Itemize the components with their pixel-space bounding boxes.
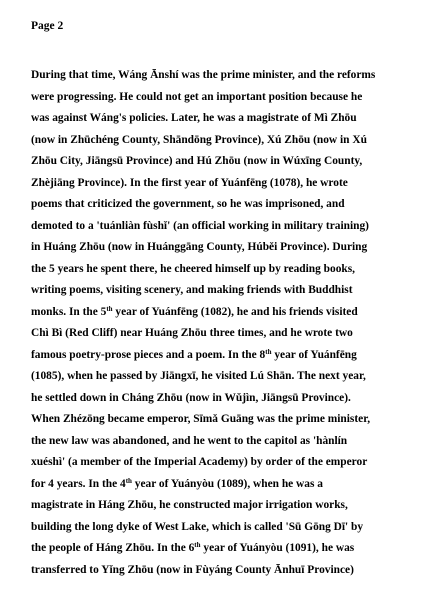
text-line: writing poems, visiting scenery, and making friends with Buddhist [31,284,353,296]
ordinal-superscript: th [265,347,272,356]
text-line: magistrate in Háng Zhōu, he constructed major irrigation works, [31,499,348,511]
text-line: the new law was abandoned, and he went to the capitol as 'hànlín [31,434,348,447]
text-line: Zhèjiāng Province). In the first year of Yuánfēng (1078), he wrote [31,176,348,189]
page-number: Page 2 [31,20,64,32]
text-line: demoted to a 'tuánliàn fùshǐ' (an official working in military training) [31,219,369,232]
text-line: transferred to Yǐng Zhōu (now in Fùyáng County Ānhuī Province) [31,563,354,576]
text-line: famous poetry-prose pieces and a poem. In the 8th year of Yuánfēng [31,347,357,361]
ordinal-superscript: th [194,541,201,549]
text-line: xuéshì' (a member of the Imperial Academy) by order of the emperor [31,456,368,468]
body-text [31,65,425,581]
text-line: was against Wáng's policies. Later, he was a magistrate of Mì Zhōu [31,112,357,124]
text-line: (now in Zhūchéng County, Shāndōng Province), Xú Zhōu (now in Xú [31,133,367,146]
text-line: Zhōu City, Jiāngsū Province) and Hú Zhōu (now in Wúxīng County, [31,155,363,167]
text-line: the people of Háng Zhōu. In the 6th year of Yuányòu (1091), he was [31,541,355,554]
text-line: (1085), when he passed by Jiāngxī, he visited Lú Shān. The next year, [31,370,366,382]
text-line: When Zhézōng became emperor, Sīmǎ Guāng was the prime minister, [31,413,371,425]
text-line: were progressing. He could not get an important position because he [31,90,363,103]
text-line: he settled down in Cháng Zhōu (now in Wǔjìn, Jiāngsū Province). [31,391,351,404]
ordinal-superscript: th [125,476,132,485]
ordinal-superscript: th [106,304,113,313]
text-line: poems that criticized the government, so he was imprisoned, and [31,198,345,210]
text-line: During that time, Wáng Ānshí was the prime minister, and the reforms [31,69,376,81]
text-line: the 5 years he spent there, he cheered himself up by reading books, [31,262,356,275]
text-line: in Huáng Zhōu (now in Huánggāng County, Húběi Province). During [31,241,368,253]
text-line: for 4 years. In the 4th year of Yuányòu (1089), when he was a [31,476,323,490]
text-line: building the long dyke of West Lake, which is called 'Sū Gōng Dī' by [31,520,364,533]
text-line: monks. In the 5th year of Yuánfēng (1082), he and his friends visited [31,304,358,318]
text-line: Chì Bì (Red Cliff) near Huáng Zhōu three times, and he wrote two [31,327,353,339]
